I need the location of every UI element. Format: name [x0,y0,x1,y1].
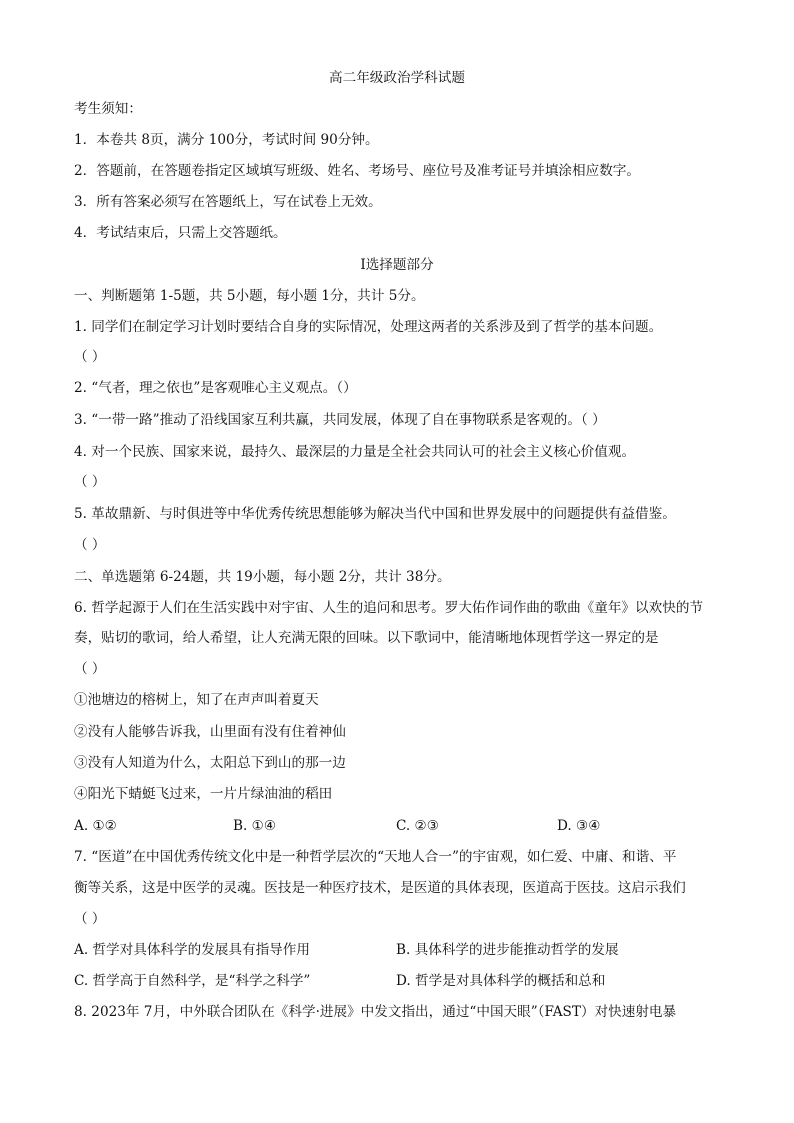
section1-heading: 一、判断题第 1-5题，共 5小题，每小题 1分，共计 5分。 [74,288,425,304]
question-6-option-a: A. ①② [74,818,117,834]
question-2-text: 2. “气者，理之依也”是客观唯心主义观点。（） [74,380,357,396]
question-7-option-c: C. 哲学高于自然科学，是“科学之科学” [74,973,311,989]
question-7-line-2: 衡等关系，这是中医学的灵魂。医技是一种医疗技术，是医道的具体表现，医道高于医技。这启示我们 [74,880,686,896]
notice-item-1: 1．本卷共 8页，满分 100分，考试时间 90分钟。 [74,132,379,148]
part1-title: Ⅰ选择题部分 [360,257,434,273]
question-6-line-2: 奏，贴切的歌词，给人希望，让人充满无限的回味。以下歌词中，能清晰地体现哲学这一界定的是 [74,630,659,646]
question-6-statement-3: ③没有人知道为什么，太阳总下到山的那一边 [74,755,346,771]
question-6-statement-4: ④阳光下蜻蜓飞过来，一片片绿油油的稻田 [74,786,333,802]
question-7-option-b: B. 具体科学的进步能推动哲学的发展 [396,942,619,958]
question-7-blank: （ ） [74,911,106,927]
exam-title: 高二年级政治学科试题 [329,70,465,86]
notice-item-2: 2．答题前，在答题卷指定区域填写班级、姓名、考场号、座位号及准考证号并填涂相应数字。 [74,163,640,179]
question-6-blank: （ ） [74,661,106,677]
notice-item-4: 4．考试结束后，只需上交答题纸。 [74,225,287,241]
question-6-option-b: B. ①④ [233,818,277,834]
question-6-statement-1: ①池塘边的榕树上，知了在声声叫着夏天 [74,692,319,708]
question-7-option-a: A. 哲学对具体科学的发展具有指导作用 [74,942,310,958]
question-7-option-d: D. 哲学是对具体科学的概括和总和 [396,973,606,989]
question-4-blank: （ ） [74,474,106,490]
question-6-line-1: 6. 哲学起源于人们在生活实践中对宇宙、人生的追问和思考。罗大佑作词作曲的歌曲《童年》以欢快的节 [74,600,704,616]
question-1-blank: （ ） [74,349,106,365]
notice-heading: 考生须知： [74,101,142,117]
question-6-option-c: C. ②③ [396,818,439,834]
section2-heading: 二、单选题第 6-24题，共 19小题，每小题 2分，共计 38分。 [74,569,451,585]
question-7-line-1: 7. “医道”在中国优秀传统文化中是一种哲学层次的“天地人合一”的宇宙观，如仁爱、中庸、和谐、平 [74,849,677,865]
question-3-text: 3. “一带一路”推动了沿线国家互利共赢，共同发展，体现了自在事物联系是客观的。（ ） [74,412,606,428]
question-4-text: 4. 对一个民族、国家来说，最持久、最深层的力量是全社会共同认可的社会主义核心价值观。 [74,444,636,460]
question-5-text: 5. 革故鼎新、与时俱进等中华优秀传统思想能够为解决当代中国和世界发展中的问题提供有益借鉴。 [74,506,676,522]
question-6-option-d: D. ③④ [557,818,601,834]
notice-item-3: 3．所有答案必须写在答题纸上，写在试卷上无效。 [74,194,382,210]
question-1-text: 1. 同学们在制定学习计划时要结合自身的实际情况，处理这两者的关系涉及到了哲学的基本问题。 [74,319,663,335]
question-8-line-1: 8. 2023年 7月，中外联合团队在《科学·进展》中发文指出，通过“中国天眼”（FAST）对快速射电暴 [74,1004,677,1020]
question-6-statement-2: ②没有人能够告诉我，山里面有没有住着神仙 [74,724,346,740]
question-5-blank: （ ） [74,537,106,553]
